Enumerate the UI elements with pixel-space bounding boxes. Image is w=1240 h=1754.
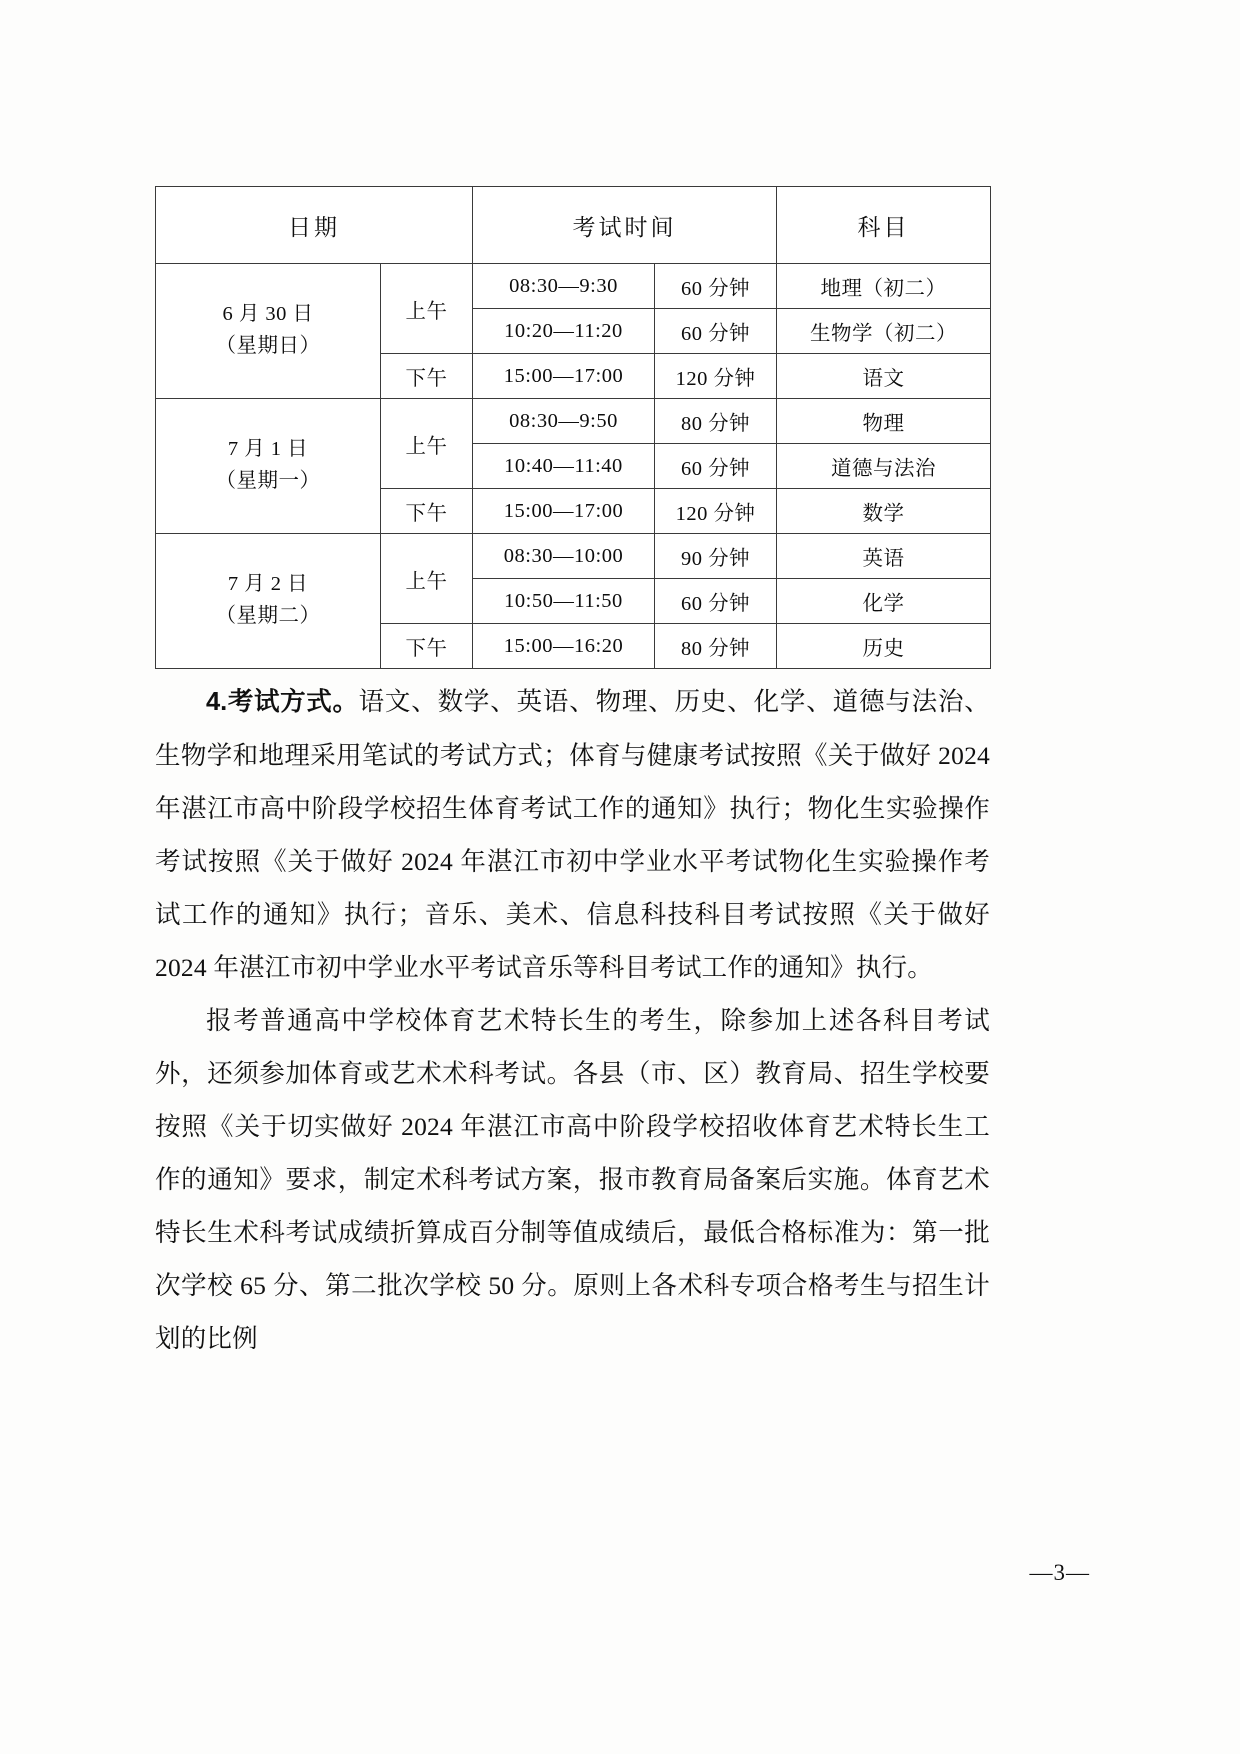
- subject-cell: 化学: [777, 579, 991, 624]
- time-cell: 08:30—10:00: [473, 534, 655, 579]
- time-cell: 08:30—9:50: [473, 399, 655, 444]
- duration-cell: 60 分钟: [655, 309, 777, 354]
- session-cell-day3-morning: 上午: [381, 534, 473, 624]
- paragraph-exam-method-text: 语文、数学、英语、物理、历史、化学、道德与法治、生物学和地理采用笔试的考试方式；体育与健康考试按照《关于做好 2024 年湛江市高中阶段学校招生体育考试工作的通知》执行；物化生实验操作考试按照《关于做好 2024 年湛江市初中学业水平考试物化生实验操作考试工作的通知》执行；音乐、美术、信息科技科目考试按照《关于做好 2024 年湛江市初中学业水平考试音乐等科目考试工作的通知》执行。: [155, 687, 990, 982]
- page-number: —3—: [1029, 1560, 1090, 1585]
- paragraph-lead-label: 4.考试方式。: [206, 688, 359, 716]
- time-cell: 10:40—11:40: [473, 444, 655, 489]
- date-cell-day1: [156, 264, 381, 399]
- subject-cell: 历史: [777, 624, 991, 669]
- paragraph-special-talent: 报考普通高中学校体育艺术特长生的考生，除参加上述各科目考试外，还须参加体育或艺术术科考试。各县（市、区）教育局、招生学校要按照《关于切实做好 2024 年湛江市高中阶段学校招收体育艺术特长生工作的通知》要求，制定术科考试方案，报市教育局备案后实施。体育艺术特长生术科考试成绩折算成百分制等值成绩后，最低合格标准为：第一批次学校 65 分、第二批次学校 50 分。原则上各术科专项合格考生与招生计划的比例: [155, 1006, 990, 1353]
- session-cell-day2-afternoon: 下午: [381, 489, 473, 534]
- subject-cell: 地理（初二）: [777, 264, 991, 309]
- subject-cell: 物理: [777, 399, 991, 444]
- duration-cell: 60 分钟: [655, 264, 777, 309]
- time-cell: 08:30—9:30: [473, 264, 655, 309]
- time-cell: 15:00—16:20: [473, 624, 655, 669]
- time-cell: 15:00—17:00: [473, 354, 655, 399]
- paragraph-exam-method: [155, 675, 990, 994]
- time-cell: 10:20—11:20: [473, 309, 655, 354]
- session-cell-day1-morning: 上午: [381, 264, 473, 354]
- time-cell: 15:00—17:00: [473, 489, 655, 534]
- date-cell-day3: [156, 534, 381, 669]
- duration-cell: 90 分钟: [655, 534, 777, 579]
- header-subject: 科目: [777, 187, 991, 264]
- session-cell-day1-afternoon: 下午: [381, 354, 473, 399]
- table-row: [156, 399, 991, 444]
- exam-schedule-table: [155, 186, 991, 669]
- header-date: 日期: [156, 187, 473, 264]
- duration-cell: 80 分钟: [655, 624, 777, 669]
- date-cell-day2: [156, 399, 381, 534]
- time-cell: 10:50—11:50: [473, 579, 655, 624]
- body-text: [155, 675, 990, 1365]
- subject-cell: 语文: [777, 354, 991, 399]
- table-body: [156, 264, 991, 669]
- subject-cell: 数学: [777, 489, 991, 534]
- date-line-2: （星期二）: [215, 605, 321, 627]
- duration-cell: 60 分钟: [655, 444, 777, 489]
- table-row: [156, 264, 991, 309]
- page-content: [155, 186, 990, 1365]
- subject-cell: 生物学（初二）: [777, 309, 991, 354]
- duration-cell: 80 分钟: [655, 399, 777, 444]
- duration-cell: 120 分钟: [655, 354, 777, 399]
- date-line-2: （星期日）: [215, 335, 321, 357]
- session-cell-day3-afternoon: 下午: [381, 624, 473, 669]
- duration-cell: 120 分钟: [655, 489, 777, 534]
- table-header: [156, 187, 991, 264]
- date-line-1: 7 月 2 日: [227, 573, 309, 596]
- session-cell-day2-morning: 上午: [381, 399, 473, 489]
- duration-cell: 60 分钟: [655, 579, 777, 624]
- header-exam-time: 考试时间: [473, 187, 777, 264]
- subject-cell: 道德与法治: [777, 444, 991, 489]
- table-row: [156, 534, 991, 579]
- date-line-1: 7 月 1 日: [227, 438, 309, 461]
- table-header-row: [156, 187, 991, 264]
- subject-cell: 英语: [777, 534, 991, 579]
- date-line-1: 6 月 30 日: [222, 303, 314, 326]
- date-line-2: （星期一）: [215, 470, 321, 492]
